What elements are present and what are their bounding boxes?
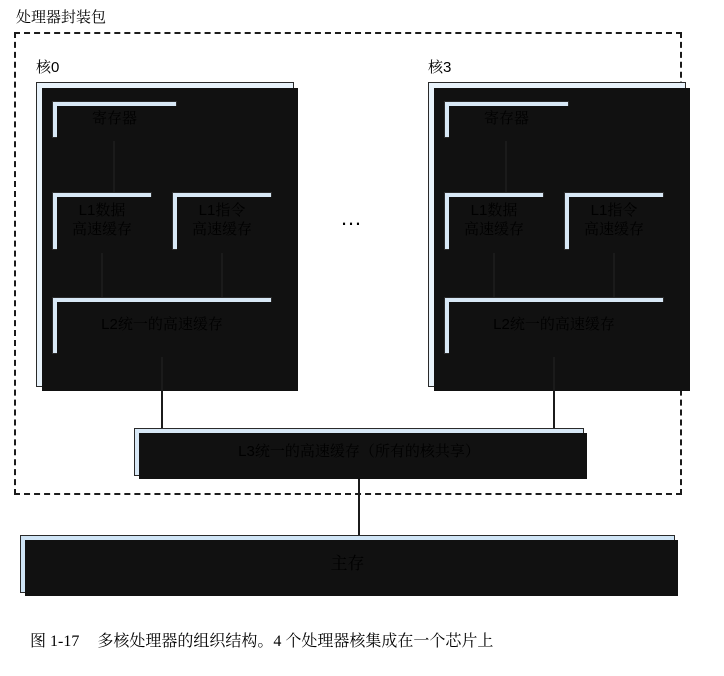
figure-caption-label <box>30 633 79 650</box>
core-3-l1-instruction-cache-box <box>564 192 664 250</box>
core-3-l1-data-cache-box <box>444 192 544 250</box>
core-0-l1-data-line2: 高速缓存 <box>71 221 132 238</box>
core-3-l1-data-line1: L1数据 <box>470 202 518 220</box>
core-3-register-label: 寄存器 <box>483 110 529 128</box>
core-3-l1-inst-line1: L1指令 <box>590 202 638 220</box>
core-0-l2-label: L2统一的高速缓存 <box>101 316 223 334</box>
core-0-l2-to-l3-connector <box>161 354 163 428</box>
core-3-l1-inst-to-l2-connector <box>613 250 615 297</box>
figure-caption <box>30 628 700 651</box>
core-3-l1-data-to-l2-connector <box>493 250 495 297</box>
core-0-register-label: 寄存器 <box>91 110 137 128</box>
core-0-register-to-l1-connector <box>113 138 115 192</box>
processor-package-label: 处理器封装包 <box>16 9 107 26</box>
core-3-l2-label: L2统一的高速缓存 <box>493 316 615 334</box>
core-0-l1-data-to-l2-connector <box>101 250 103 297</box>
core-3-l1-inst-line2: 高速缓存 <box>583 221 644 238</box>
core-3-register-box <box>444 101 569 138</box>
core-3-label: 核3 <box>428 59 452 76</box>
core-0-l1-instruction-cache-box <box>172 192 272 250</box>
figure-caption-text: 多核处理器的组织结构。4 个处理器核集成在一个芯片上 <box>97 633 494 650</box>
main-memory-box <box>20 535 675 593</box>
core-0-l1-data-cache-box <box>52 192 152 250</box>
main-memory-label: 主存 <box>330 554 365 574</box>
core-0-register-box <box>52 101 177 138</box>
core-3-l2-to-l3-connector <box>553 354 555 428</box>
core-0-l1-data-line1: L1数据 <box>78 202 126 220</box>
figure-word: 图 <box>30 633 47 650</box>
cores-ellipsis: … <box>340 205 364 230</box>
core-3-register-to-l1-connector <box>505 138 507 192</box>
l3-cache-label: L3统一的高速缓存（所有的核共享） <box>238 442 480 460</box>
l3-to-main-memory-connector <box>358 476 360 535</box>
l3-cache-box <box>134 428 584 476</box>
core-0-label: 核0 <box>36 59 60 76</box>
core-3-l1-data-line2: 高速缓存 <box>463 221 524 238</box>
core-3-l2-cache-box <box>444 297 664 354</box>
core-0-l1-inst-line1: L1指令 <box>198 202 246 220</box>
core-0-l1-inst-to-l2-connector <box>221 250 223 297</box>
core-0-l2-cache-box <box>52 297 272 354</box>
core-0-l1-inst-line2: 高速缓存 <box>191 221 252 238</box>
figure-number: 1-17 <box>50 633 80 650</box>
